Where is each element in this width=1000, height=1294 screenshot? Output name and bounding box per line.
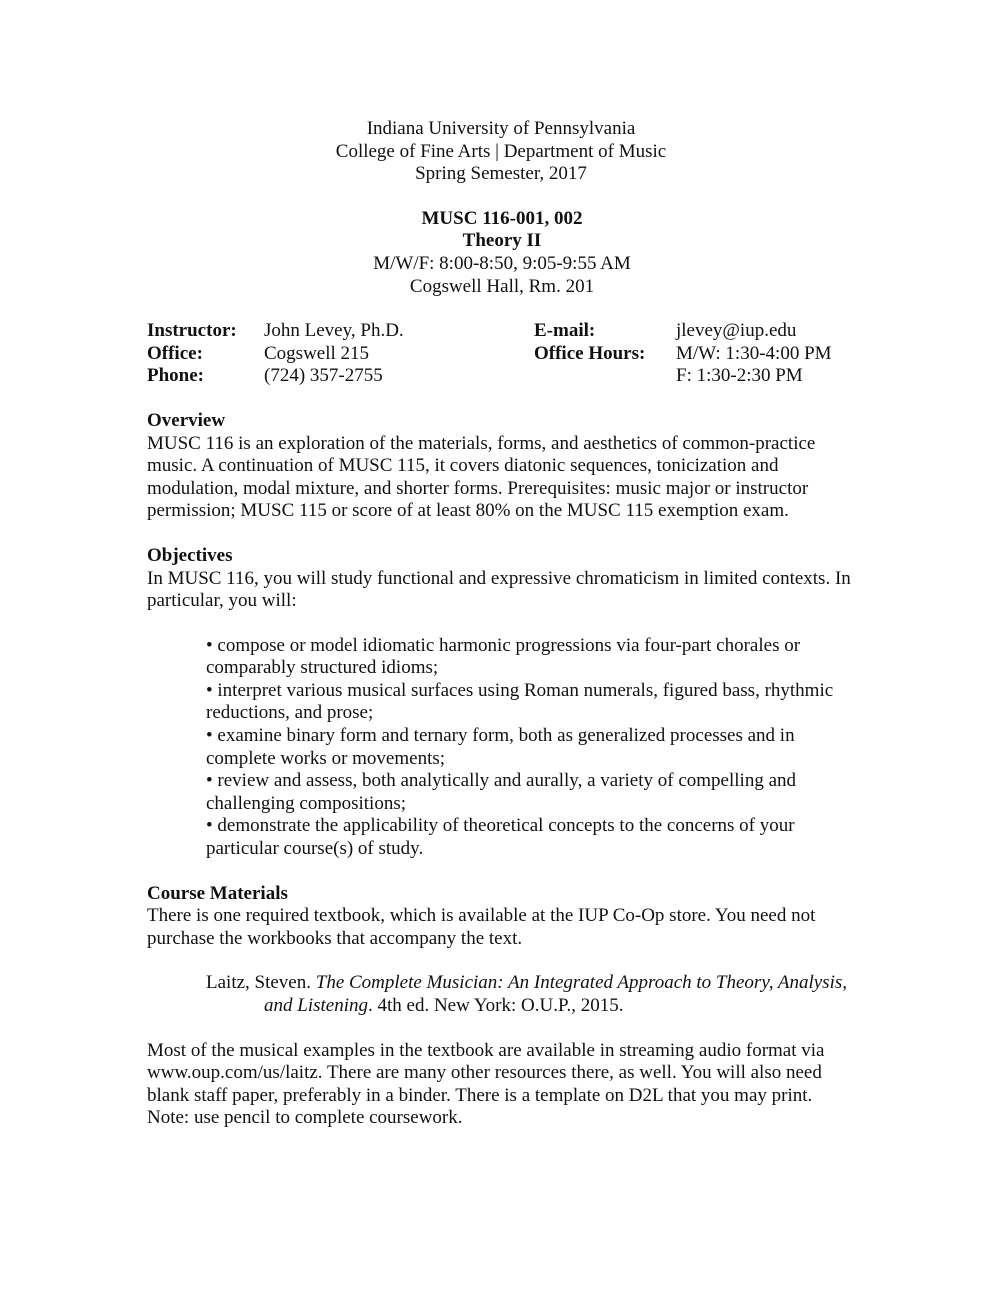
citation-author: Laitz, Steven. — [206, 972, 316, 994]
overview-heading: Overview — [147, 409, 226, 431]
overview-text: MUSC 116 is an exploration of the materials, forms, and aesthetics of common-practice music. A continuation of MUSC 115, it covers diatonic sequences, tonicization and modulation, modal mixture, and shorter forms. Prerequisites: music major or instructor permission; MUSC 115 or score of at least 80% on the MUSC 115 exemption exam. — [147, 432, 816, 522]
course-location: Cogswell Hall, Rm. 201 — [409, 275, 595, 297]
overview-section — [147, 410, 857, 523]
materials-heading: Course Materials — [147, 882, 288, 904]
contact-row — [147, 343, 857, 366]
document-header — [145, 118, 857, 186]
instructor-label: Instructor: — [147, 320, 237, 342]
course-schedule: M/W/F: 8:00-8:50, 9:05-9:55 AM — [373, 252, 631, 274]
citation-publication: . 4th ed. New York: O.U.P., 2015. — [367, 995, 624, 1016]
contact-row — [147, 365, 857, 388]
course-info — [147, 208, 857, 298]
phone-value: (724) 357-2755 — [264, 365, 383, 387]
semester: Spring Semester, 2017 — [415, 163, 587, 185]
materials-closing: Most of the musical examples in the textbook are available in streaming audio format via www.oup.com/us/laitz. There are many other resources there, as well. You will also need blank staff paper, preferably in a binder. There is a template on D2L that you may print. Note: use pencil to complete coursework. — [147, 1039, 825, 1129]
syllabus-page — [147, 118, 857, 1130]
list-item: • review and assess, both analytically and aurally, a variety of compelling and challenging compositions; — [206, 770, 797, 814]
citation-title: The Complete Musician: An Integrated Approach to Theory, Analysis, and Listening — [264, 972, 847, 1016]
course-title: Theory II — [462, 230, 542, 252]
office-hours-label: Office Hours: — [534, 342, 646, 364]
objectives-intro: In MUSC 116, you will study functional and expressive chromaticism in limited contexts. In particular, you will: — [147, 567, 851, 612]
textbook-citation — [206, 972, 864, 1017]
instructor-value: John Levey, Ph.D. — [264, 320, 404, 342]
contact-table — [147, 320, 857, 388]
university-name: Indiana University of Pennsylvania — [366, 118, 636, 139]
empty-cell — [534, 365, 676, 388]
phone-label: Phone: — [147, 365, 204, 387]
objectives-list — [206, 635, 846, 861]
contact-row — [147, 320, 857, 343]
course-number: MUSC 116-001, 002 — [421, 207, 583, 229]
list-item: • demonstrate the applicability of theoretical concepts to the concerns of your particular course(s) of study. — [206, 815, 795, 860]
list-item: • interpret various musical surfaces using Roman numerals, figured bass, rhythmic reductions, and prose; — [206, 679, 834, 724]
list-item: • examine binary form and ternary form, both as generalized processes and in complete works or movements; — [206, 725, 795, 769]
list-item: • compose or model idiomatic harmonic progressions via four-part chorales or comparably structured idioms; — [206, 634, 801, 679]
office-value: Cogswell 215 — [264, 342, 370, 364]
office-hours-value-2: F: 1:30-2:30 PM — [676, 365, 803, 387]
email-value[interactable]: jlevey@iup.edu — [676, 320, 797, 342]
office-hours-value-1: M/W: 1:30-4:00 PM — [676, 342, 832, 364]
objectives-heading: Objectives — [147, 544, 233, 566]
materials-text: There is one required textbook, which is available at the IUP Co-Op store. You need not purchase the workbooks that accompany the text. — [147, 905, 816, 949]
objectives-section — [147, 545, 857, 861]
materials-section — [147, 883, 857, 1130]
college-department: College of Fine Arts | Department of Music — [335, 140, 667, 162]
office-label: Office: — [147, 342, 203, 364]
email-label: E-mail: — [534, 320, 596, 342]
